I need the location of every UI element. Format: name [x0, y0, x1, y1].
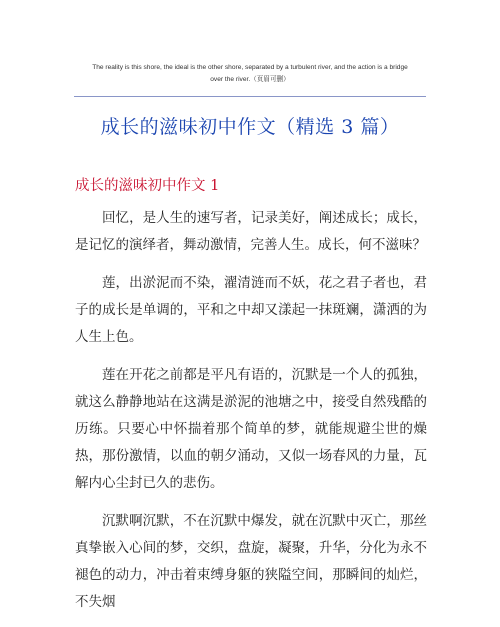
document-body [75, 205, 427, 627]
document-title: 成长的滋味初中作文（精选 3 篇） [100, 116, 400, 138]
header-line-1: The reality is this shore, the ideal is the other shore, separated by a turbulent river, and the action is a bridge [92, 64, 408, 71]
page-header [78, 62, 422, 86]
paragraph: 沉默啊沉默，不在沉默中爆发，就在沉默中灭亡，那丝真挚嵌入心间的梦，交织，盘旋，凝聚，升华，分化为永不褪色的动力，冲击着束缚身躯的狭隘空间，那瞬间的灿烂，不失烟 [75, 513, 427, 610]
paragraph: 莲在开花之前都是平凡有语的，沉默是一个人的孤独，就这么静静地站在这满是淤泥的池塘之中，接受自然残酷的历练。只要心中怀揣着那个简单的梦，就能规避尘世的燥热，那份激情，以血的朝夕涌动，又似一场春风的力量，瓦解内心尘封已久的悲伤。 [75, 367, 427, 491]
paragraph: 回忆，是人生的速写者，记录美好，阐述成长；成长，是记忆的演绎者，舞动激情，完善人生。成长，何不滋味？ [75, 210, 427, 253]
header-divider [74, 96, 426, 97]
header-line-2: over the river.（页眉可删） [210, 76, 290, 83]
paragraph: 莲，出淤泥而不染，濯清涟而不妖，花之君子者也，君子的成长是单调的，平和之中却又漾起一抹斑斓，潇洒的为人生上色。 [75, 275, 427, 345]
section-title: 成长的滋味初中作文 1 [75, 178, 220, 194]
